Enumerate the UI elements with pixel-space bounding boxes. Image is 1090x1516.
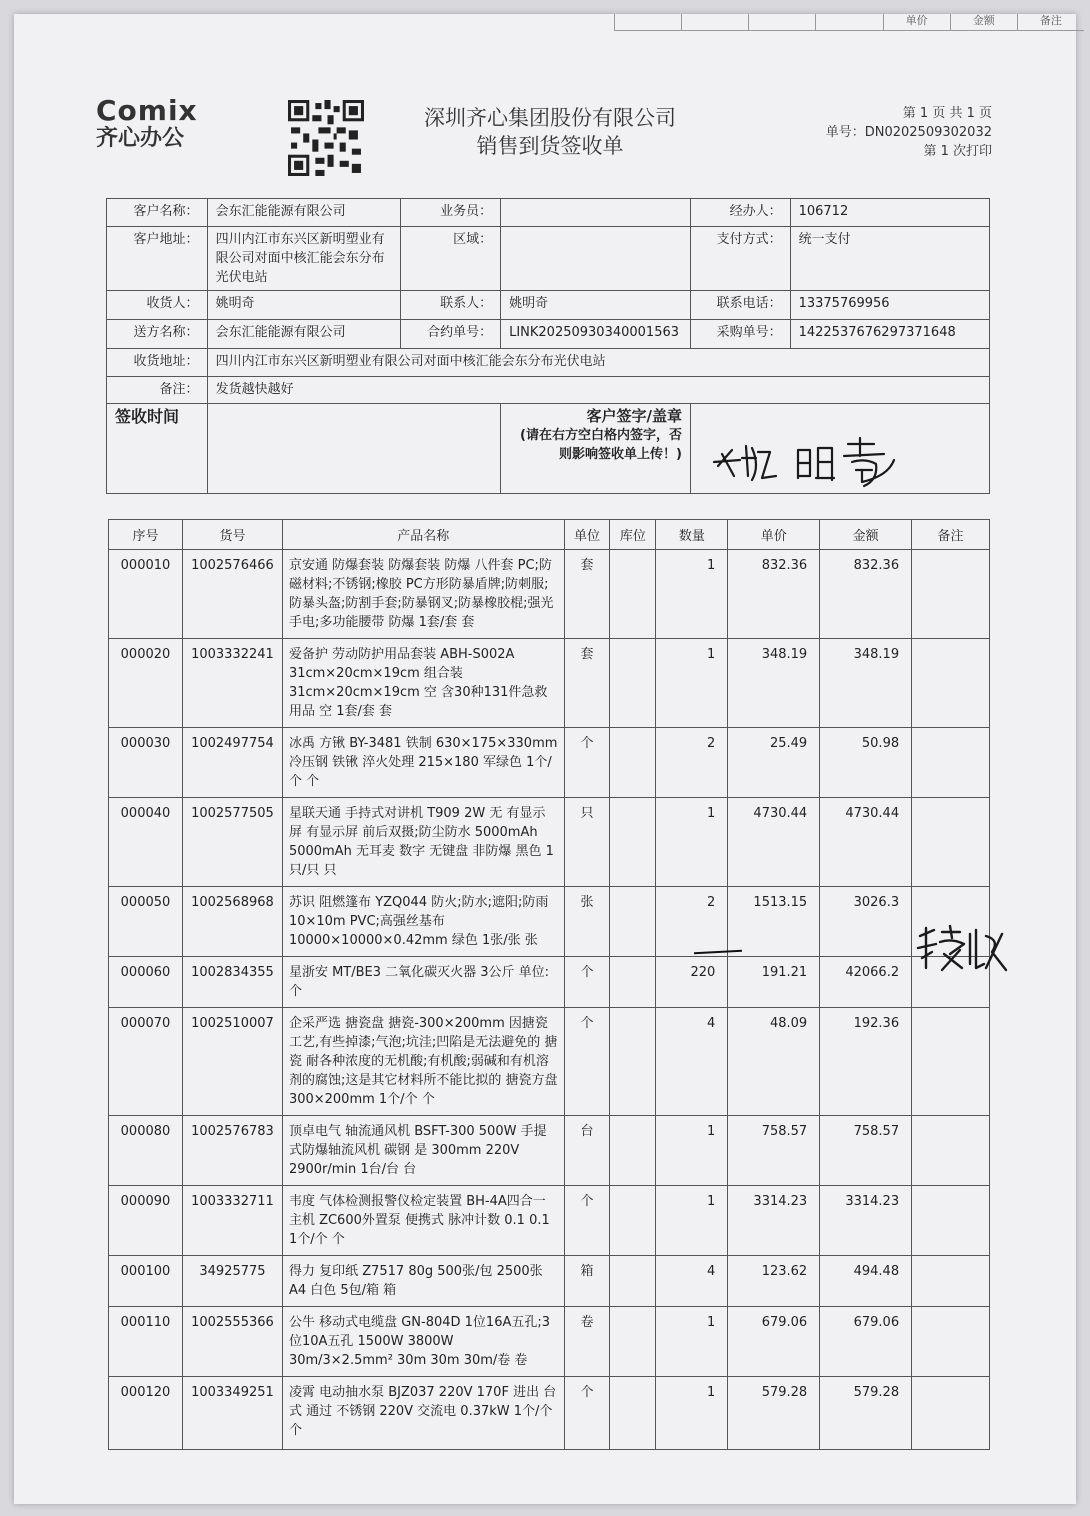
row-note [912, 1116, 990, 1186]
row-amount: 579.28 [820, 1377, 912, 1450]
row-product-name: 凌霄 电动抽水泵 BJZ037 220V 170F 进出 台式 通过 不锈钢 220V 交流电 0.37kW 1个/个 个 [282, 1377, 564, 1450]
document-number: 单号：DN0202509302032 [825, 125, 992, 140]
row-code: 1003332241 [182, 639, 282, 728]
row-seq: 000030 [109, 728, 183, 798]
row-quantity: 4 [656, 1256, 728, 1307]
handwritten-signature [712, 436, 902, 490]
phone-value: 13375769956 [790, 291, 989, 320]
deliver-value: 会东汇能能源有限公司 [207, 320, 401, 349]
row-location [610, 1186, 656, 1256]
row-note [912, 798, 990, 887]
ghost-header-cell [748, 14, 815, 30]
row-unit-price: 25.49 [728, 728, 820, 798]
table-row [109, 957, 990, 1008]
row-note [912, 1256, 990, 1307]
company-name: 深圳齐心集团股份有限公司 [424, 106, 676, 130]
handwritten-received-mark [912, 924, 1012, 974]
row-seq: 000100 [109, 1256, 183, 1307]
contact-label: 联系人： [401, 291, 501, 320]
row-location [610, 1116, 656, 1186]
row-code: 1002510007 [182, 1008, 282, 1116]
receiver-label: 收货人： [107, 291, 208, 320]
row-seq: 000060 [109, 957, 183, 1008]
region-label: 区域： [401, 227, 501, 291]
logo-english: Comix [96, 94, 198, 127]
row-unit: 个 [564, 1377, 610, 1450]
row-location [610, 728, 656, 798]
row-unit-price: 4730.44 [728, 798, 820, 887]
row-amount: 192.36 [820, 1008, 912, 1116]
sign-note-line-2: 则影响签收单上传！) [559, 447, 682, 462]
row-unit: 个 [564, 1008, 610, 1116]
row-note [912, 550, 990, 639]
col-unit-price: 单价 [728, 520, 820, 550]
table-row [109, 887, 990, 957]
row-amount: 3314.23 [820, 1186, 912, 1256]
row-code: 1002577505 [182, 798, 282, 887]
po-value: 1422537676297371648 [790, 320, 989, 349]
row-product-name: 企采严选 搪瓷盘 搪瓷-300×200mm 因搪瓷工艺,有些掉漆;气泡;坑洼;凹陷是无法避免的 搪瓷 耐各种浓度的无机酸;有机酸;弱碱和有机溶剂的腐蚀;这是其它材料所不能比拟的 搪瓷方盘 300×200mm 1个/个 个 [282, 1008, 564, 1116]
sign-time-label: 签收时间 [107, 404, 208, 494]
row-amount: 50.98 [820, 728, 912, 798]
row-product-name: 得力 复印纸 Z7517 80g 500张/包 2500张 A4 白色 5包/箱 箱 [282, 1256, 564, 1307]
customer-label: 客户名称： [107, 199, 208, 227]
row-unit: 只 [564, 798, 610, 887]
row-quantity: 220 [656, 957, 728, 1008]
po-label: 采购单号： [691, 320, 791, 349]
row-unit-price: 48.09 [728, 1008, 820, 1116]
underlying-page-header [614, 14, 1084, 31]
row-seq: 000070 [109, 1008, 183, 1116]
row-location [610, 1377, 656, 1450]
customer-value: 会东汇能能源有限公司 [207, 199, 401, 227]
row-unit: 个 [564, 957, 610, 1008]
row-unit: 张 [564, 887, 610, 957]
deliver-label: 送方名称： [107, 320, 208, 349]
row-quantity: 1 [656, 1377, 728, 1450]
qr-code-icon [288, 100, 364, 176]
row-quantity: 1 [656, 1116, 728, 1186]
row-code: 1003332711 [182, 1186, 282, 1256]
ghost-header-cell [614, 14, 681, 30]
row-unit: 套 [564, 550, 610, 639]
ghost-header-cell: 金额 [950, 14, 1017, 30]
row-unit: 个 [564, 1186, 610, 1256]
row-quantity: 1 [656, 1307, 728, 1377]
col-code: 货号 [182, 520, 282, 550]
row-amount: 758.57 [820, 1116, 912, 1186]
row-amount: 494.48 [820, 1256, 912, 1307]
sign-time-value[interactable] [207, 404, 501, 494]
row-seq: 000040 [109, 798, 183, 887]
sign-title: 客户签字/盖章 [586, 407, 682, 425]
row-product-name: 星联天通 手持式对讲机 T909 2W 无 有显示屏 有显示屏 前后双摄;防尘防水 5000mAh 5000mAh 无耳麦 数字 无键盘 非防爆 黑色 1只/只 只 [282, 798, 564, 887]
remark-value: 发货越快越好 [207, 377, 989, 404]
col-amount: 金额 [820, 520, 912, 550]
row-location [610, 639, 656, 728]
row-unit-price: 579.28 [728, 1377, 820, 1450]
row-product-name: 爱备护 劳动防护用品套装 ABH-S002A 31cm×20cm×19cm 组合装 31cm×20cm×19cm 空 含30种131件急救用品 空 1套/套 套 [282, 639, 564, 728]
row-unit: 卷 [564, 1307, 610, 1377]
receiver-value: 姚明奇 [207, 291, 401, 320]
row-note [912, 1307, 990, 1377]
row-note [912, 1008, 990, 1116]
sign-instructions [501, 404, 691, 494]
row-unit-price: 832.36 [728, 550, 820, 639]
row-product-name: 韦度 气体检测报警仪检定装置 BH-4A四合一主机 ZC600外置泵 便携式 脉冲计数 0.1 0.1 1个/个 个 [282, 1186, 564, 1256]
row-unit-price: 123.62 [728, 1256, 820, 1307]
row-code: 1002576466 [182, 550, 282, 639]
row-unit: 个 [564, 728, 610, 798]
row-quantity: 2 [656, 887, 728, 957]
row-product-name: 公牛 移动式电缆盘 GN-804D 1位16A五孔;3位10A五孔 1500W 3800W 30m/3×2.5mm² 30m 30m 30m/卷 卷 [282, 1307, 564, 1377]
row-unit-price: 679.06 [728, 1307, 820, 1377]
table-row [109, 1008, 990, 1116]
sign-note-line-1: (请在右方空白格内签字，否 [520, 428, 682, 443]
row-code: 34925775 [182, 1256, 282, 1307]
handler-label: 经办人： [691, 199, 791, 227]
address-label: 客户地址： [107, 227, 208, 291]
row-seq: 000120 [109, 1377, 183, 1450]
table-row [109, 1377, 990, 1450]
handler-value: 106712 [790, 199, 989, 227]
row-unit-price: 3314.23 [728, 1186, 820, 1256]
col-quantity: 数量 [656, 520, 728, 550]
ghost-header-cell [815, 14, 882, 30]
row-seq: 000010 [109, 550, 183, 639]
table-row [109, 550, 990, 639]
row-seq: 000080 [109, 1116, 183, 1186]
row-product-name: 冰禹 方锹 BY-3481 铁制 630×175×330mm 冷压钢 铁锹 淬火处理 215×180 军绿色 1个/个 个 [282, 728, 564, 798]
logo-chinese: 齐心办公 [96, 126, 185, 151]
row-location [610, 1307, 656, 1377]
row-unit: 台 [564, 1116, 610, 1186]
form-title: 销售到货签收单 [476, 134, 624, 158]
remark-label: 备注： [107, 377, 208, 404]
table-row [109, 1186, 990, 1256]
page-count: 第 1 页 共 1 页 [902, 106, 992, 121]
company-logo [96, 96, 256, 152]
row-amount: 3026.3 [820, 887, 912, 957]
row-quantity: 1 [656, 550, 728, 639]
row-unit: 箱 [564, 1256, 610, 1307]
items-table [108, 519, 990, 1450]
row-code: 1002834355 [182, 957, 282, 1008]
row-unit-price: 1513.15 [728, 887, 820, 957]
col-unit: 单位 [564, 520, 610, 550]
row-product-name: 星浙安 MT/BE3 二氧化碳灭火器 3公斤 单位:个 [282, 957, 564, 1008]
row-quantity: 1 [656, 639, 728, 728]
region-value [501, 227, 691, 291]
address-value: 四川内江市东兴区新明塑业有限公司对面中核汇能会东分布光伏电站 [207, 227, 401, 291]
row-seq: 000110 [109, 1307, 183, 1377]
row-unit: 套 [564, 639, 610, 728]
row-amount: 832.36 [820, 550, 912, 639]
ship-address-value: 四川内江市东兴区新明塑业有限公司对面中核汇能会东分布光伏电站 [207, 349, 989, 377]
row-product-name: 顶卓电气 轴流通风机 BSFT-300 500W 手提式防爆轴流风机 碳钢 是 300mm 220V 2900r/min 1台/台 台 [282, 1116, 564, 1186]
row-location [610, 550, 656, 639]
row-unit-price: 348.19 [728, 639, 820, 728]
contact-value: 姚明奇 [501, 291, 691, 320]
row-quantity: 1 [656, 798, 728, 887]
phone-label: 联系电话： [691, 291, 791, 320]
payment-value: 统一支付 [790, 227, 989, 291]
row-location [610, 957, 656, 1008]
col-name: 产品名称 [282, 520, 564, 550]
print-count: 第 1 次打印 [923, 144, 992, 159]
ship-address-label: 收货地址： [107, 349, 208, 377]
row-code: 1002497754 [182, 728, 282, 798]
row-note [912, 639, 990, 728]
ghost-header-cell [681, 14, 748, 30]
payment-label: 支付方式： [691, 227, 791, 291]
row-location [610, 798, 656, 887]
row-quantity: 2 [656, 728, 728, 798]
row-product-name: 苏识 阻燃篷布 YZQ044 防火;防水;遮阳;防雨 10×10m PVC;高强丝基布 10000×10000×0.42mm 绿色 1张/张 张 [282, 887, 564, 957]
table-row [109, 1116, 990, 1186]
row-note [912, 728, 990, 798]
col-location: 库位 [610, 520, 656, 550]
salesperson-label: 业务员： [401, 199, 501, 227]
table-row [109, 798, 990, 887]
row-seq: 000050 [109, 887, 183, 957]
table-header-row [109, 520, 990, 550]
row-unit-price: 191.21 [728, 957, 820, 1008]
row-code: 1003349251 [182, 1377, 282, 1450]
row-quantity: 4 [656, 1008, 728, 1116]
ghost-header-cell: 单价 [883, 14, 950, 30]
row-code: 1002576783 [182, 1116, 282, 1186]
row-amount: 348.19 [820, 639, 912, 728]
row-location [610, 1256, 656, 1307]
row-code: 1002555366 [182, 1307, 282, 1377]
page-info [826, 104, 992, 161]
table-row [109, 639, 990, 728]
document-title [400, 104, 700, 160]
row-code: 1002568968 [182, 887, 282, 957]
row-quantity: 1 [656, 1186, 728, 1256]
contract-value: LINK20250930340001563 [501, 320, 691, 349]
row-unit-price: 758.57 [728, 1116, 820, 1186]
ghost-header-cell: 备注 [1017, 14, 1084, 30]
row-amount: 4730.44 [820, 798, 912, 887]
row-note [912, 1186, 990, 1256]
row-seq: 000090 [109, 1186, 183, 1256]
row-location [610, 887, 656, 957]
col-note: 备注 [912, 520, 990, 550]
row-amount: 679.06 [820, 1307, 912, 1377]
contract-label: 合约单号： [401, 320, 501, 349]
row-product-name: 京安通 防爆套装 防爆套装 防爆 八件套 PC;防磁材料;不锈钢;橡胶 PC方形防暴盾牌;防刺服;防暴头盔;防割手套;防暴钢叉;防暴橡胶棍;强光手电;多功能腰带 防爆 1套/套 套 [282, 550, 564, 639]
row-seq: 000020 [109, 639, 183, 728]
col-seq: 序号 [109, 520, 183, 550]
row-amount: 42066.2 [820, 957, 912, 1008]
table-row [109, 1256, 990, 1307]
table-row [109, 1307, 990, 1377]
row-note [912, 1377, 990, 1450]
row-location [610, 1008, 656, 1116]
salesperson-value [501, 199, 691, 227]
table-row [109, 728, 990, 798]
